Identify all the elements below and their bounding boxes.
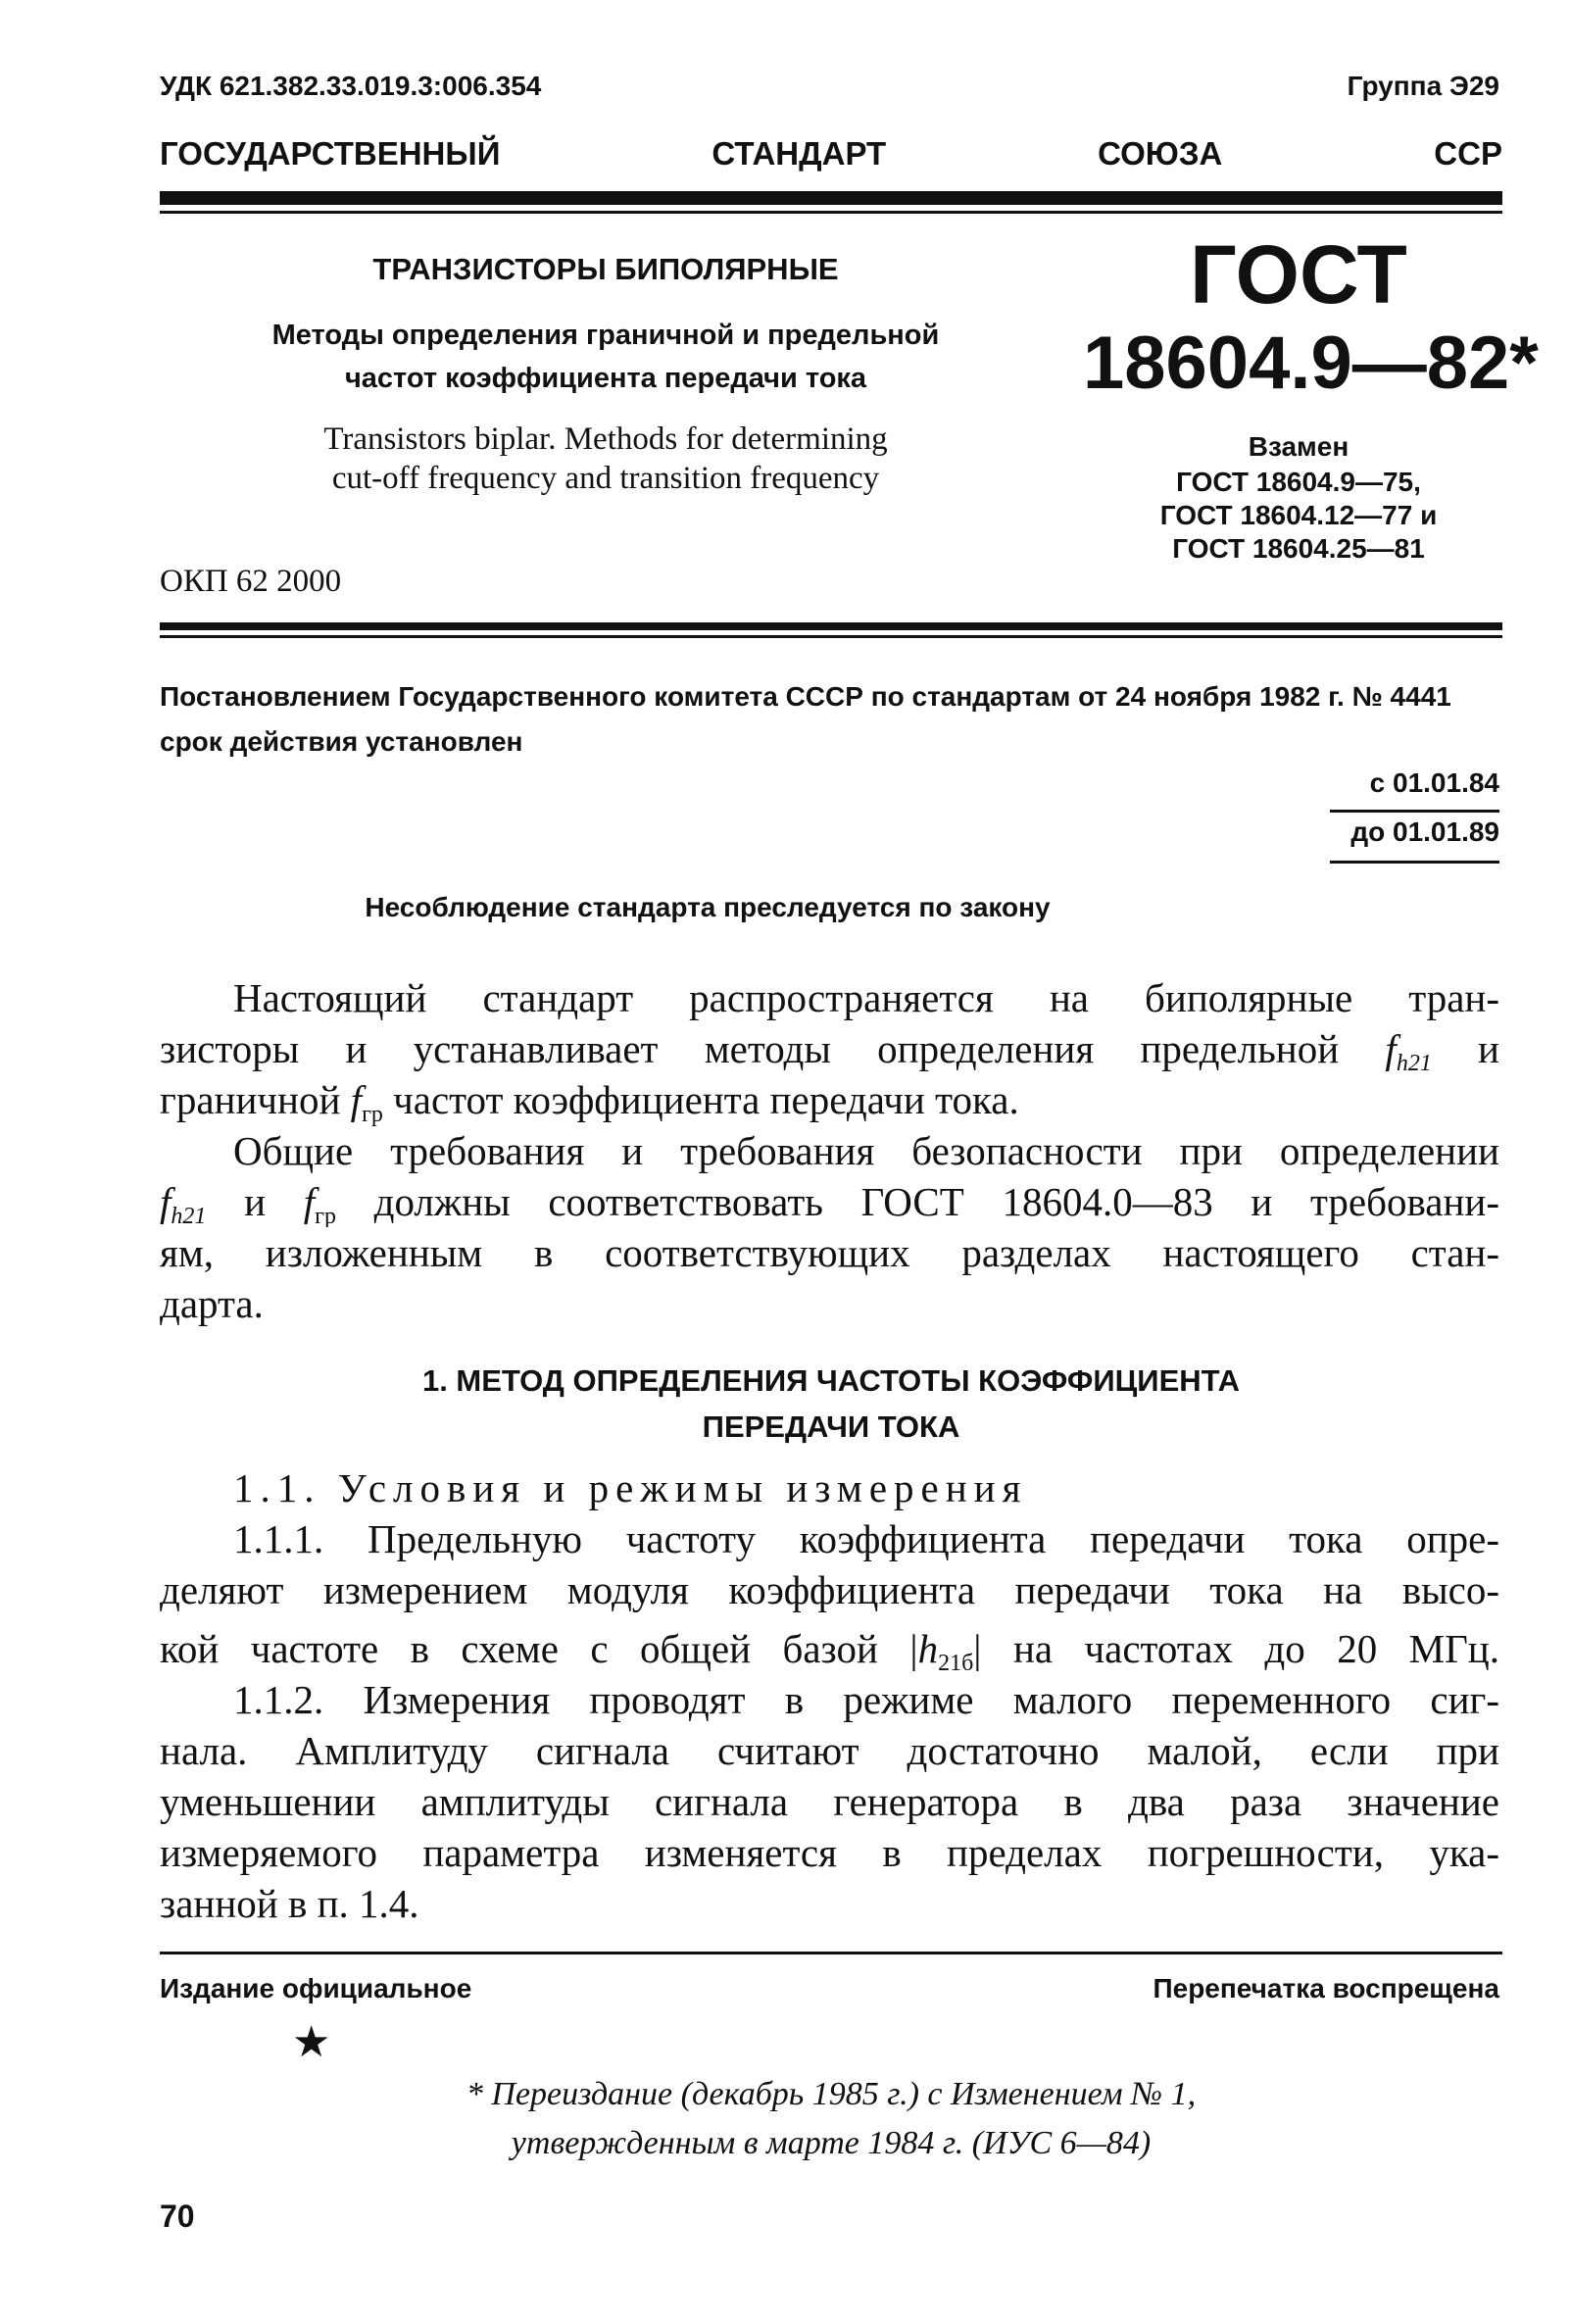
text-line: деляют измерением модуля коэффициента передачи тока на высо- xyxy=(160,1567,1499,1612)
text-fragment: кой частоте в схеме с общей базой | xyxy=(160,1626,918,1671)
penalty-notice: Несоблюдение стандарта преследуется по закону xyxy=(365,892,1051,922)
reprint-prohibited: Перепечатка воспрещена xyxy=(1153,1973,1499,2003)
page-number: 70 xyxy=(160,2199,195,2234)
subsection-heading: 1.1. Условия и режимы измерения xyxy=(233,1465,1028,1510)
text-line: измеряемого параметра изменяется в пределах погрешности, ука- xyxy=(160,1830,1499,1875)
text-fragment: граничной xyxy=(160,1077,351,1122)
subscript: гр xyxy=(315,1204,336,1227)
text-line: 1.1.1. Предельную частоту коэффициента передачи тока опре- xyxy=(233,1516,1499,1561)
gost-label: ГОСТ xyxy=(1190,228,1407,321)
section-title xyxy=(160,1358,1502,1450)
subscript: гр xyxy=(362,1102,383,1127)
text-fragment: должны соответствовать ГОСТ 18604.0—83 и требовани- xyxy=(335,1179,1499,1224)
text-line xyxy=(160,1074,1499,1125)
okp-code: ОКП 62 2000 xyxy=(160,564,342,599)
reissue-footnote xyxy=(160,2070,1502,2168)
official-edition: Издание официальное xyxy=(160,1973,472,2003)
subscript: h21 xyxy=(171,1204,207,1227)
header-thick-rule xyxy=(160,191,1502,205)
text-line: занной в п. 1.4. xyxy=(160,1881,419,1926)
footnote-line: * Переиздание (декабрь 1985 г.) с Изменением № 1, xyxy=(466,2076,1197,2112)
subscript: h21 xyxy=(1396,1051,1432,1074)
effective-to: до 01.01.89 xyxy=(1350,816,1499,847)
text-fragment: частот коэффициента передачи тока. xyxy=(382,1077,1019,1122)
text-line: ям, изложенным в соответствующих разделах настоящего стан- xyxy=(160,1230,1499,1275)
text-line: Общие требования и требования безопасности при определении xyxy=(233,1128,1499,1173)
heading-word: СТАНДАРТ xyxy=(711,135,887,172)
text-fragment: зисторы и устанавливает методы определения предельной xyxy=(160,1026,1386,1071)
group-code: Группа Э29 xyxy=(1347,71,1499,101)
text-fragment: и xyxy=(206,1179,304,1224)
footer-rule xyxy=(160,1952,1502,1954)
text-line: 1.1.2. Измерения проводят в режиме малого переменного сиг- xyxy=(233,1677,1499,1722)
text-line xyxy=(160,1176,1499,1227)
gost-number: 18604.9—82* xyxy=(1083,321,1539,405)
date-rule xyxy=(1330,810,1499,813)
text-line: уменьшении амплитуды сигнала генератора в два раза значение xyxy=(160,1779,1499,1824)
subscript: 21б xyxy=(938,1651,974,1674)
subtitle-line: Методы определения граничной и предельной xyxy=(271,320,940,351)
header-thin-rule xyxy=(160,211,1502,214)
symbol-f: f xyxy=(303,1179,316,1224)
udk-code: УДК 621.382.33.019.3:006.354 xyxy=(160,71,542,101)
date-rule xyxy=(1330,861,1499,864)
text-line xyxy=(160,1623,1499,1674)
section-title-line: ПЕРЕДАЧИ ТОКА xyxy=(702,1409,960,1444)
symbol-f: f xyxy=(1385,1026,1397,1071)
text-line: нала. Амплитуду сигнала считают достаточно малой, если при xyxy=(160,1728,1499,1773)
english-title-line: Transistors biplar. Methods for determining xyxy=(323,421,888,457)
document-subtitle xyxy=(160,314,1052,400)
effective-from: с 01.01.84 xyxy=(1369,767,1499,798)
intro-paragraph-2 xyxy=(160,1125,1499,1329)
replaces-list xyxy=(1103,466,1495,566)
english-title-line: cut-off frequency and transition frequency xyxy=(331,461,880,496)
symbol-f: f xyxy=(350,1077,363,1122)
subtitle-line: частот коэффициента передачи тока xyxy=(344,363,867,394)
text-fragment: | на частотах до 20 МГц. xyxy=(973,1626,1499,1671)
symbol-f: f xyxy=(160,1179,172,1224)
text-line xyxy=(160,1023,1499,1074)
english-title xyxy=(160,420,1052,498)
heading-word: СОЮЗА xyxy=(1098,135,1223,172)
decree-text: Постановлением Государственного комитета СССР по стандартам от 24 ноября 1982 г. № 4441 срок действия установлен xyxy=(160,681,1451,757)
text-fragment: и xyxy=(1431,1026,1499,1071)
replaces-label: Взамен xyxy=(1248,431,1349,462)
heading-word: ССР xyxy=(1434,135,1502,172)
title-thick-rule xyxy=(160,622,1502,630)
footnote-line: утвержденным в марте 1984 г. (ИУС 6—84) xyxy=(511,2125,1152,2161)
heading-word: ГОСУДАРСТВЕННЫЙ xyxy=(160,135,501,172)
title-thin-rule xyxy=(160,635,1502,638)
text-line: Настоящий стандарт распространяется на биполярные тран- xyxy=(233,975,1499,1020)
section-1-body xyxy=(160,1462,1499,1929)
section-title-line: 1. МЕТОД ОПРЕДЕЛЕНИЯ ЧАСТОТЫ КОЭФФИЦИЕНТА xyxy=(421,1363,1241,1398)
replaced-standard: ГОСТ 18604.9—75, xyxy=(1176,467,1421,497)
replaced-standard: ГОСТ 18604.12—77 и xyxy=(1159,500,1438,530)
intro-paragraph-1 xyxy=(160,972,1499,1125)
replaced-standard: ГОСТ 18604.25—81 xyxy=(1172,533,1425,564)
document-title: ТРАНЗИСТОРЫ БИПОЛЯРНЫЕ xyxy=(372,252,839,286)
star-icon: ★ xyxy=(292,2018,331,2066)
symbol-h: h xyxy=(917,1626,939,1671)
state-standard-heading xyxy=(160,135,1502,173)
text-line: дарта. xyxy=(160,1281,264,1326)
